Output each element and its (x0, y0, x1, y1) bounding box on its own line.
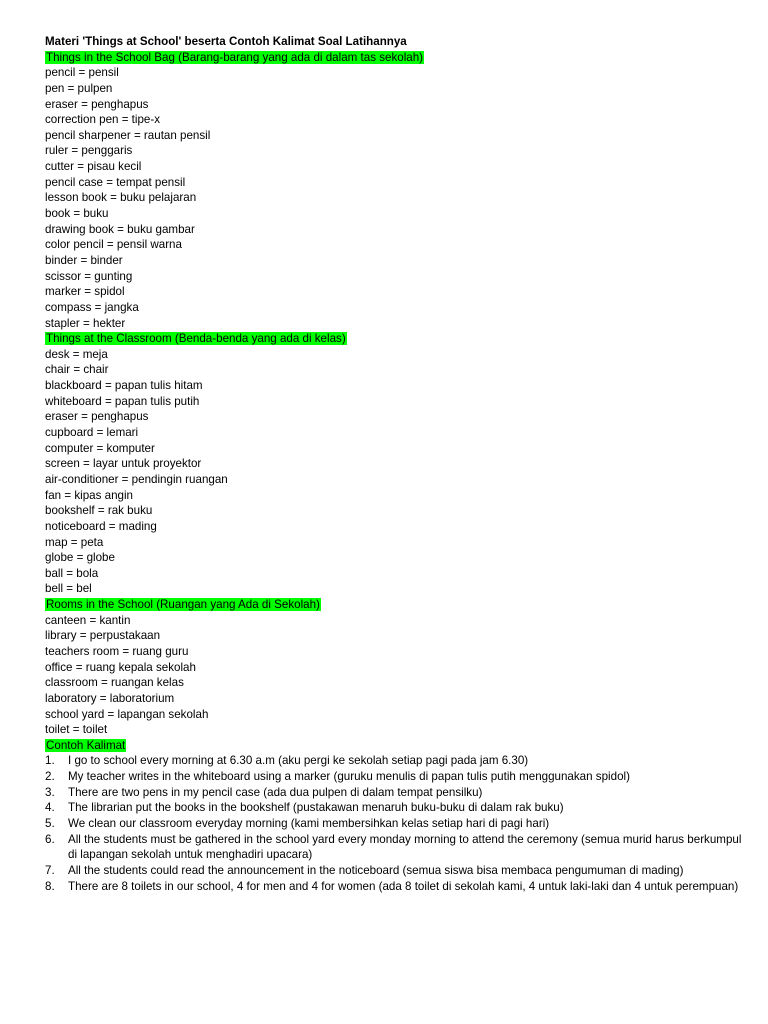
example-text: All the students must be gathered in the school yard every monday morning to attend the ceremony (semua murid harus berkumpul di lapangan sekolah untuk menghadiri upacara) (68, 832, 742, 862)
vocab-item: eraser = penghapus (45, 97, 149, 111)
example-number: 1. (45, 754, 55, 768)
vocab-item: binder = binder (45, 253, 123, 267)
vocab-item: lesson book = buku pelajaran (45, 191, 197, 205)
vocab-item: marker = spidol (45, 285, 125, 299)
section-heading: Rooms in the School (Ruangan yang Ada di Sekolah) (46, 598, 320, 612)
vocab-item: correction pen = tipe-x (45, 113, 161, 127)
example-number: 4. (45, 801, 55, 815)
document-title: Materi 'Things at School' beserta Contoh Kalimat Soal Latihannya (45, 35, 407, 48)
example-text: There are 8 toilets in our school, 4 for men and 4 for women (ada 8 toilet di sekolah kami, 4 untuk laki-laki dan 4 untuk perempuan) (68, 879, 739, 893)
section-heading: Things at the Classroom (Benda-benda yang ada di kelas) (46, 332, 346, 346)
examples-heading-line (45, 738, 745, 754)
vocab-item: noticeboard = mading (45, 519, 157, 533)
section-heading-line (45, 50, 745, 66)
example-sentence (45, 816, 745, 832)
example-number: 5. (45, 817, 55, 831)
example-sentence (45, 879, 745, 895)
vocab-item: bell = bel (45, 582, 92, 596)
vocab-item: computer = komputer (45, 441, 155, 455)
vocab-item: laboratory = laboratorium (45, 691, 175, 705)
vocab-item: globe = globe (45, 551, 115, 565)
vocab-item: fan = kipas angin (45, 488, 133, 502)
vocab-item: canteen = kantin (45, 613, 131, 627)
example-sentence (45, 832, 745, 863)
example-text: We clean our classroom everyday morning (kami membersihkan kelas setiap hari di pagi hari) (68, 817, 550, 831)
example-sentence (45, 800, 745, 816)
vocab-item: scissor = gunting (45, 269, 133, 283)
examples-heading: Contoh Kalimat (46, 738, 126, 752)
vocab-item: color pencil = pensil warna (45, 238, 182, 252)
example-text: My teacher writes in the whiteboard using a marker (guruku menulis di papan tulis putih menggunakan spidol) (68, 770, 630, 784)
example-text: I go to school every morning at 6.30 a.m (aku pergi ke sekolah setiap pagi pada jam 6.30) (68, 754, 529, 768)
vocab-item: cutter = pisau kecil (45, 160, 142, 174)
vocab-item: pencil sharpener = rautan pensil (45, 128, 211, 142)
vocab-item: compass = jangka (45, 300, 139, 314)
example-number: 7. (45, 864, 55, 878)
example-number: 6. (45, 832, 55, 846)
vocab-item: screen = layar untuk proyektor (45, 457, 202, 471)
vocab-item: cupboard = lemari (45, 426, 139, 440)
vocab-item: teachers room = ruang guru (45, 644, 189, 658)
vocab-item: drawing book = buku gambar (45, 222, 195, 236)
vocab-item: blackboard = papan tulis hitam (45, 379, 203, 393)
section-heading-line (45, 597, 745, 613)
vocab-item: toilet = toilet (45, 723, 108, 737)
vocab-item: classroom = ruangan kelas (45, 676, 184, 690)
example-sentence (45, 753, 745, 769)
vocab-item: ruler = penggaris (45, 144, 133, 158)
vocab-item: eraser = penghapus (45, 410, 149, 424)
vocab-item: air-conditioner = pendingin ruangan (45, 472, 228, 486)
vocab-item: bookshelf = rak buku (45, 504, 153, 518)
vocab-item: pencil = pensil (45, 66, 119, 80)
vocab-item: map = peta (45, 535, 104, 549)
example-sentence (45, 863, 745, 879)
example-text: The librarian put the books in the bookshelf (pustakawan menaruh buku-buku di dalam rak buku) (68, 801, 564, 815)
example-number: 3. (45, 785, 55, 799)
example-number: 8. (45, 879, 55, 893)
example-sentences (45, 753, 745, 894)
example-sentence (45, 785, 745, 801)
vocab-item: desk = meja (45, 347, 108, 361)
example-sentence (45, 769, 745, 785)
section-heading-line (45, 331, 745, 347)
vocab-item: book = buku (45, 207, 109, 221)
vocab-item: stapler = hekter (45, 316, 126, 330)
vocab-item: pencil case = tempat pensil (45, 175, 186, 189)
vocabulary-sections (45, 50, 745, 738)
vocab-item: ball = bola (45, 566, 99, 580)
example-text: There are two pens in my pencil case (ada dua pulpen di dalam tempat pensilku) (68, 785, 483, 799)
vocab-item: pen = pulpen (45, 81, 113, 95)
section-heading: Things in the School Bag (Barang-barang yang ada di dalam tas sekolah) (46, 50, 424, 64)
example-text: All the students could read the announcement in the noticeboard (semua siswa bisa membaca pengumuman di mading) (68, 864, 684, 878)
example-number: 2. (45, 770, 55, 784)
vocab-item: office = ruang kepala sekolah (45, 660, 196, 674)
vocab-item: whiteboard = papan tulis putih (45, 394, 200, 408)
vocab-item: school yard = lapangan sekolah (45, 707, 209, 721)
document-page (45, 34, 745, 894)
vocab-item: library = perpustakaan (45, 629, 161, 643)
vocab-item: chair = chair (45, 363, 109, 377)
